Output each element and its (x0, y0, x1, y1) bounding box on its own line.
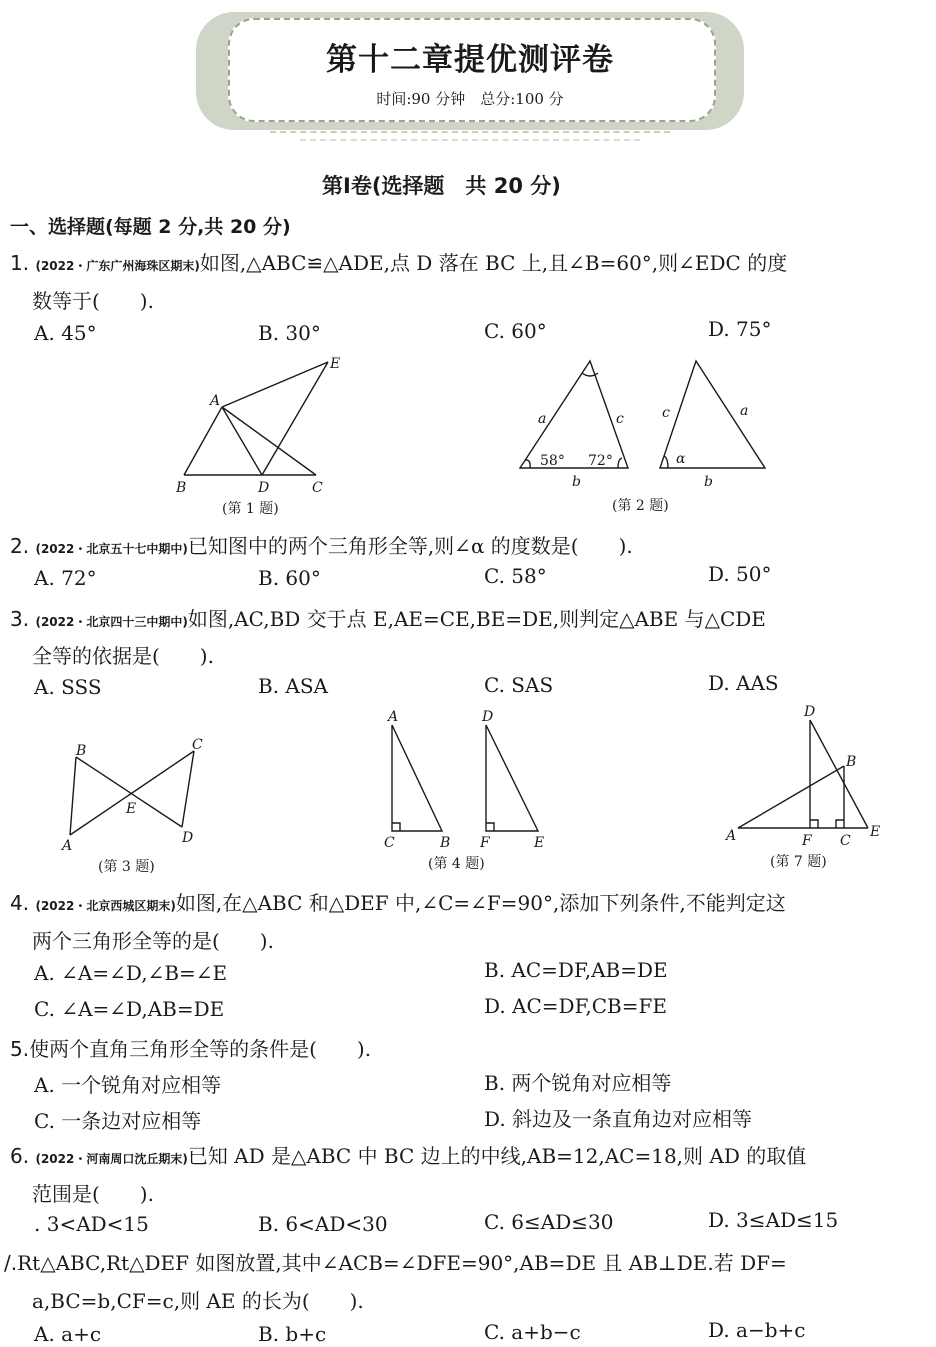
fig2-label: c (616, 411, 624, 427)
fig7-label: F (802, 833, 812, 849)
figure-caption: (第 7 题) (770, 854, 827, 870)
fig2-label: a (740, 403, 749, 419)
question-text: 两个三角形全等的是( ). (32, 929, 274, 953)
fig4-label: B (440, 835, 451, 851)
option-d: D. AAS (708, 671, 779, 695)
question-6 (10, 1140, 806, 1169)
question-number: 3. (10, 607, 30, 631)
fig2-label: b (704, 474, 713, 490)
fig4-label: C (384, 835, 395, 851)
fig7-label: B (846, 754, 857, 770)
question-text: 数等于( ). (32, 289, 154, 313)
option-c: C. a+b−c (484, 1320, 581, 1344)
figure-7 (722, 700, 892, 850)
question-3 (10, 603, 766, 632)
option-c: C. ∠A=∠D,AB=DE (34, 997, 225, 1021)
figure-caption: (第 1 题) (222, 501, 279, 517)
fig3-label: E (126, 801, 137, 817)
question-number: 6. (10, 1144, 30, 1168)
option-d: D. 斜边及一条直角边对应相等 (484, 1107, 753, 1131)
option-b: B. 60° (258, 566, 321, 590)
option-d: D. 75° (708, 317, 772, 341)
option-c: C. 6≤AD≤30 (484, 1210, 614, 1234)
fig3-label: D (182, 830, 194, 846)
question-source: (2022・北京西城区期末) (35, 899, 176, 913)
fig3-label: B (76, 743, 87, 759)
option-d: D. AC=DF,CB=FE (484, 994, 667, 1018)
fig7-label: D (804, 704, 816, 720)
part-title: 一、选择题(每题 2 分,共 20 分) (10, 216, 291, 238)
page-title: 第十二章提优测评卷 (326, 42, 614, 78)
question-text: 范围是( ). (32, 1182, 154, 1206)
question-text: a,BC=b,CF=c,则 AE 的长为( ). (32, 1289, 364, 1313)
question-text: 如图,AC,BD 交于点 E,AE=CE,BE=DE,则判定△ABE 与△CDE (187, 607, 766, 631)
question-source: (2022・河南周口沈丘期末) (35, 1152, 188, 1166)
fig2-label: 72° (588, 453, 613, 469)
figure-1 (170, 352, 350, 497)
fig7-label: E (870, 824, 881, 840)
question-text: 已知 AD 是△ABC 中 BC 边上的中线,AB=12,AC=18,则 AD 的取值 (187, 1144, 807, 1168)
fig4-label: E (534, 835, 545, 851)
question-text: 全等的依据是( ). (32, 644, 214, 668)
question-2 (10, 530, 633, 559)
fig7-label: A (726, 828, 737, 844)
divider (300, 139, 640, 143)
fig3-label: A (62, 838, 73, 854)
figure-caption: (第 4 题) (428, 856, 485, 872)
fig2-label: c (662, 405, 670, 421)
fig3-label: C (192, 737, 203, 753)
question-text: 如图,在△ABC 和△DEF 中,∠C=∠F=90°,添加下列条件,不能判定这 (175, 891, 786, 915)
fig2-label: α (676, 451, 686, 467)
question-text: 使两个直角三角形全等的条件是( ). (29, 1037, 372, 1061)
option-b: B. b+c (258, 1322, 327, 1346)
option-a: A. SSS (34, 675, 102, 699)
fig2-label: 58° (540, 453, 565, 469)
option-d: D. 50° (708, 562, 772, 586)
option-b: B. 30° (258, 321, 321, 345)
question-number: 5. (10, 1037, 30, 1061)
option-a: A. 72° (34, 566, 97, 590)
question-number: 4. (10, 891, 30, 915)
question-4 (10, 887, 786, 916)
page-subtitle: 时间:90 分钟 总分:100 分 (376, 90, 564, 108)
fig4-label: F (480, 835, 490, 851)
fig1-label: B (176, 480, 187, 496)
fig2-label: a (538, 411, 547, 427)
option-b: B. AC=DF,AB=DE (484, 958, 668, 982)
question-text: 已知图中的两个三角形全等,则∠α 的度数是( ). (187, 534, 633, 558)
fig1-label: E (330, 356, 341, 372)
option-c: C. 一条边对应相等 (34, 1109, 202, 1133)
option-a: . 3<AD<15 (34, 1212, 149, 1236)
figure-caption: (第 2 题) (612, 498, 669, 514)
question-7 (4, 1247, 787, 1276)
question-1 (10, 247, 787, 276)
question-source: (2022・北京四十三中期中) (35, 615, 188, 629)
fig1-label: C (312, 480, 323, 496)
fig4-label: D (482, 709, 494, 725)
fig1-label: A (210, 393, 221, 409)
option-a: A. 一个锐角对应相等 (34, 1073, 222, 1097)
figure-caption: (第 3 题) (98, 859, 155, 875)
option-a: A. ∠A=∠D,∠B=∠E (34, 961, 228, 985)
figure-4 (378, 705, 558, 853)
option-b: B. ASA (258, 674, 328, 698)
question-number: 2. (10, 534, 30, 558)
question-text: 如图,△ABC≌△ADE,点 D 落在 BC 上,且∠B=60°,则∠EDC 的度 (199, 251, 788, 275)
question-source: (2022・广东广州海珠区期末) (35, 259, 200, 273)
option-a: A. 45° (34, 321, 97, 345)
option-c: C. SAS (484, 673, 554, 697)
question-5 (10, 1033, 371, 1062)
option-d: D. 3≤AD≤15 (708, 1208, 839, 1232)
question-text: Rt△ABC,Rt△DEF 如图放置,其中∠ACB=∠DFE=90°,AB=DE 且 AB⊥DE.若 DF= (17, 1251, 787, 1275)
section-heading: 第Ⅰ卷(选择题 共 20 分) (322, 174, 561, 198)
question-source: (2022・北京五十七中期中) (35, 542, 188, 556)
option-c: C. 58° (484, 564, 547, 588)
divider (270, 131, 670, 137)
question-number: /. (4, 1251, 18, 1275)
option-a: A. a+c (34, 1322, 102, 1346)
fig1-label: D (258, 480, 270, 496)
figure-3 (60, 735, 220, 860)
fig2-label: b (572, 474, 581, 490)
option-b: B. 两个锐角对应相等 (484, 1071, 672, 1095)
fig7-label: C (840, 833, 851, 849)
option-d: D. a−b+c (708, 1318, 806, 1342)
option-b: B. 6<AD<30 (258, 1212, 388, 1236)
option-c: C. 60° (484, 319, 547, 343)
question-number: 1. (10, 251, 30, 275)
fig4-label: A (388, 709, 399, 725)
figure-2 (510, 355, 780, 495)
